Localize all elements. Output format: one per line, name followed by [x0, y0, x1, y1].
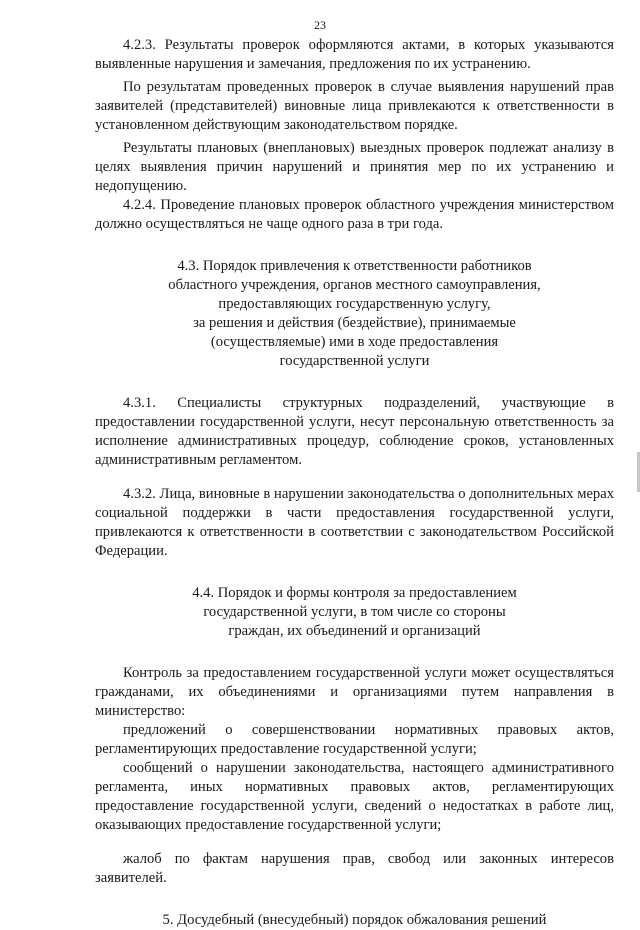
heading-line: областного учреждения, органов местного самоуправления, — [168, 277, 541, 293]
section-4-4-heading — [95, 584, 614, 641]
heading-line: государственной услуги — [279, 353, 430, 369]
paragraph-control: Контроль за предоставлением государственной услуги может осуществляться гражданами, их объединениями и организациями путем направления в министерство: — [95, 665, 614, 719]
section-4-3-heading — [95, 257, 614, 371]
paragraph-4-3-1: 4.3.1. Специалисты структурных подразделений, участвующие в предоставлении государственной услуги, несут персональную ответственность за исполнение административных процедур, соблюдение сроков, установленных административным регламентом. — [95, 395, 614, 468]
page-number: 23 — [314, 18, 326, 32]
heading-line: 4.3. Порядок привлечения к ответственности работников — [177, 258, 532, 274]
paragraph-complaints: жалоб по фактам нарушения прав, свобод или законных интересов заявителей. — [95, 851, 614, 886]
heading-line: предоставляющих государственную услугу, — [218, 296, 491, 312]
heading-line: граждан, их объединений и организаций — [228, 623, 481, 639]
heading-line: за решения и действия (бездействие), принимаемые — [193, 315, 516, 331]
paragraph-reports: сообщений о нарушении законодательства, настоящего административного регламента, иных нормативных правовых актов, регламентирующих предоставление государственной услуги, сведений о недостатках в работе лиц, оказывающих предоставление государственной услуги; — [95, 760, 614, 833]
paragraph-unplanned-checks: Результаты плановых (внеплановых) выездных проверок подлежат анализу в целях выявления причин нарушений и принятия мер по их устранению и недопущению. — [95, 140, 614, 194]
paragraph-4-3-2: 4.3.2. Лица, виновные в нарушении законодательства о дополнительных мерах социальной поддержки в части предоставления государственной услуги, привлекаются к ответственности в соответствии с законодательством Российской Федерации. — [95, 486, 614, 559]
paragraph-4-2-4: 4.2.4. Проведение плановых проверок областного учреждения министерством должно осуществляться не чаще одного раза в три года. — [95, 197, 614, 232]
paragraph-4-2-3: 4.2.3. Результаты проверок оформляются актами, в которых указываются выявленные нарушения и замечания, предложения по их устранению. — [95, 37, 614, 72]
section-5-heading: 5. Досудебный (внесудебный) порядок обжалования решений — [162, 912, 547, 928]
paragraph-check-results: По результатам проведенных проверок в случае выявления нарушений прав заявителей (представителей) виновные лица привлекаются к ответственности в установленном действующим законодательством порядке. — [95, 79, 614, 133]
heading-line: (осуществляемые) ими в ходе предоставления — [210, 334, 499, 350]
paragraph-proposals: предложений о совершенствовании нормативных правовых актов, регламентирующих предоставление государственной услуги; — [95, 722, 614, 757]
heading-line: государственной услуги, в том числе со стороны — [203, 604, 506, 620]
heading-line: 4.4. Порядок и формы контроля за предоставлением — [192, 585, 517, 601]
page-content — [95, 36, 614, 930]
